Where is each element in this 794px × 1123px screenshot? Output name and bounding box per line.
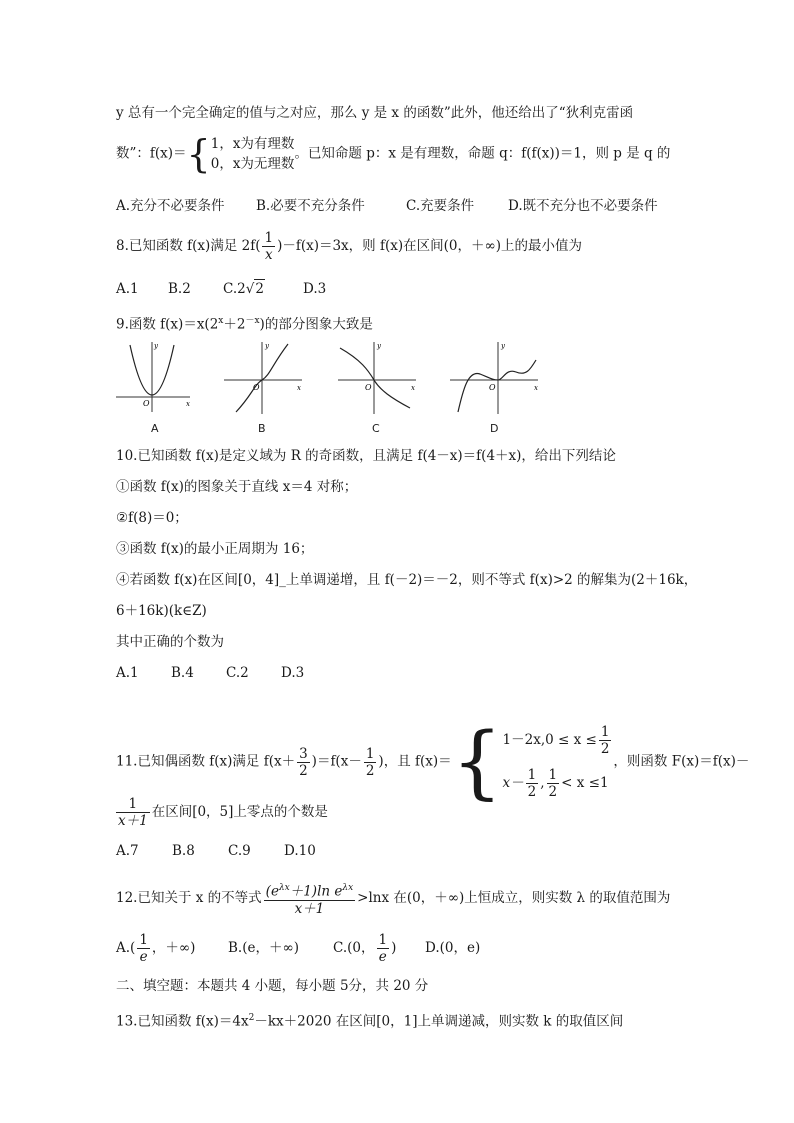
q7-option-d[interactable]: D.既不充分也不必要条件 bbox=[508, 198, 658, 214]
q9-stem: 9.函数 $f(x)=x(2^x+2^{-x})$的部分图象大致是 bbox=[116, 316, 373, 333]
q12-options bbox=[116, 932, 480, 965]
q11-cases: 1－2x,0 ≤ x ≤ $\frac{1}{2}$ x－ $\frac{1}{2}$ , $\frac{1}{2}$ < x ≤1 bbox=[502, 724, 610, 800]
q10-statement-4: ④若函数 f(x)在区间[0，4]_上单调递增，且 f(－2)＝－2，则不等式 f(x)>2 的解集为(2＋16k， bbox=[116, 572, 698, 588]
q10-stem: 10.已知函数 f(x)是定义域为 R 的奇函数，且满足 f(4－x)＝f(4＋x)，给出下列结论 bbox=[116, 448, 616, 464]
graph-a-x: x bbox=[186, 400, 190, 408]
q10-statement-4b: 6＋16k)(k∈Z) bbox=[116, 603, 207, 619]
q8-option-a[interactable]: A.1 bbox=[116, 281, 139, 297]
q11-options bbox=[116, 842, 316, 860]
q7-options bbox=[116, 197, 658, 215]
section-2-heading: 二、填空题：本题共 4 小题，每小题 5分，共 20 分 bbox=[116, 978, 429, 994]
graph-d-origin: O bbox=[489, 383, 496, 392]
q7-brace: { bbox=[186, 132, 211, 176]
graph-b-y: y bbox=[265, 342, 269, 350]
q12-stem: 12.已知关于 x 的不等式 $\frac{(e^{\lambda x}+1)\ln e^{\lambda x}}{x+1}$ >lnx 在(0，＋∞)上恒成立，则实数 λ 的取值范围为 bbox=[116, 880, 670, 917]
q10-option-c[interactable]: C.2 bbox=[226, 665, 249, 681]
q10-option-a[interactable]: A.1 bbox=[116, 665, 139, 681]
q8-options bbox=[116, 279, 326, 298]
q10-statement-2: ②f(8)＝0； bbox=[116, 510, 188, 526]
q7-cases: 1，x为有理数 0，x为无理数 bbox=[210, 136, 295, 172]
graph-c-x: x bbox=[411, 384, 415, 392]
q12-option-c[interactable]: C.(0， $\frac{1}{e}$ ) bbox=[333, 932, 397, 965]
q8-option-c[interactable]: C.2√2 bbox=[223, 281, 264, 297]
graph-c[interactable] bbox=[336, 340, 420, 415]
graph-d-label: D bbox=[490, 422, 499, 435]
graph-b-x: x bbox=[297, 384, 301, 392]
q10-options bbox=[116, 664, 304, 682]
graph-a-label: A bbox=[151, 422, 159, 435]
q7-prefix: 数”：f(x)＝ bbox=[116, 145, 187, 162]
q8-option-b[interactable]: B.2 bbox=[168, 281, 191, 297]
q7-line1: y 总有一个完全确定的值与之对应，那么 y 是 x 的函数”此外，他还给出了“狄利克雷函 bbox=[116, 105, 634, 121]
graph-d[interactable] bbox=[448, 340, 542, 415]
graph-a-y: y bbox=[154, 342, 158, 350]
q12-option-b[interactable]: B.(e，＋∞) bbox=[228, 940, 299, 956]
q10-option-b[interactable]: B.4 bbox=[171, 665, 194, 681]
q11-brace: { bbox=[451, 715, 503, 808]
graph-d-x: x bbox=[534, 384, 538, 392]
q11-option-d[interactable]: D.10 bbox=[284, 843, 316, 859]
q11-tail: $\frac{1}{x+1}$ 在区间[0，5]上零点的个数是 bbox=[118, 796, 328, 829]
q10-statement-1: ①函数 f(x)的图象关于直线 x＝4 对称； bbox=[116, 479, 358, 495]
q8-frac: $\frac{1}{x}$ bbox=[264, 230, 274, 263]
q13-stem: 13.已知函数 $f(x)=4x^2-kx+2020$ 在区间[0，1]上单调递减，则实数 k 的取值区间 bbox=[116, 1013, 624, 1030]
q10-statement-3: ③函数 f(x)的最小正周期为 16； bbox=[116, 541, 314, 557]
q12-option-a[interactable]: A.( $\frac{1}{e}$ ，＋∞) bbox=[116, 932, 196, 965]
q11-option-a[interactable]: A.7 bbox=[116, 843, 139, 859]
graph-b[interactable] bbox=[222, 340, 306, 415]
graph-c-origin: O bbox=[365, 383, 372, 392]
q11-stem: 11.已知偶函数 f(x)满足 f(x＋ $\frac{3}{2}$ )＝f(x－ $\frac{1}{2}$ )，且 f(x)＝{ 1－2x,0 ≤ x ≤ $\frac{1}{2}$ x－ $\frac{1}{2}$ , $\frac{1}{2}$ < x ≤1 ，则函数 F(x)＝f(x)－ bbox=[116, 715, 750, 808]
graph-d-y: y bbox=[501, 342, 505, 350]
graph-c-y: y bbox=[377, 342, 381, 350]
q8-option-d[interactable]: D.3 bbox=[303, 281, 327, 297]
q11-option-c[interactable]: C.9 bbox=[228, 843, 251, 859]
q7-suffix: 。已知命题 p：x 是有理数，命题 q：f(f(x))＝1，则 p 是 q 的 bbox=[294, 145, 671, 162]
graph-c-label: C bbox=[372, 422, 380, 435]
graph-b-label: B bbox=[258, 422, 266, 435]
q12-option-d[interactable]: D.(0，e) bbox=[425, 940, 481, 956]
q10-ask: 其中正确的个数为 bbox=[116, 634, 224, 650]
q11-option-b[interactable]: B.8 bbox=[172, 843, 195, 859]
q7-option-c[interactable]: C.充要条件 bbox=[406, 198, 475, 214]
graph-a-origin: O bbox=[143, 399, 150, 408]
q7-option-b[interactable]: B.必要不充分条件 bbox=[256, 198, 365, 214]
q8-stem: 8.已知函数 f(x)满足 2f( $\frac{1}{x}$ )－f(x)＝3x，则 f(x)在区间(0，＋∞)上的最小值为 bbox=[116, 230, 582, 263]
q10-option-d[interactable]: D.3 bbox=[281, 665, 305, 681]
q7-line2 bbox=[116, 134, 670, 174]
q7-option-a[interactable]: A.充分不必要条件 bbox=[116, 198, 225, 214]
graph-b-origin: O bbox=[253, 383, 260, 392]
graph-a[interactable] bbox=[114, 340, 194, 415]
